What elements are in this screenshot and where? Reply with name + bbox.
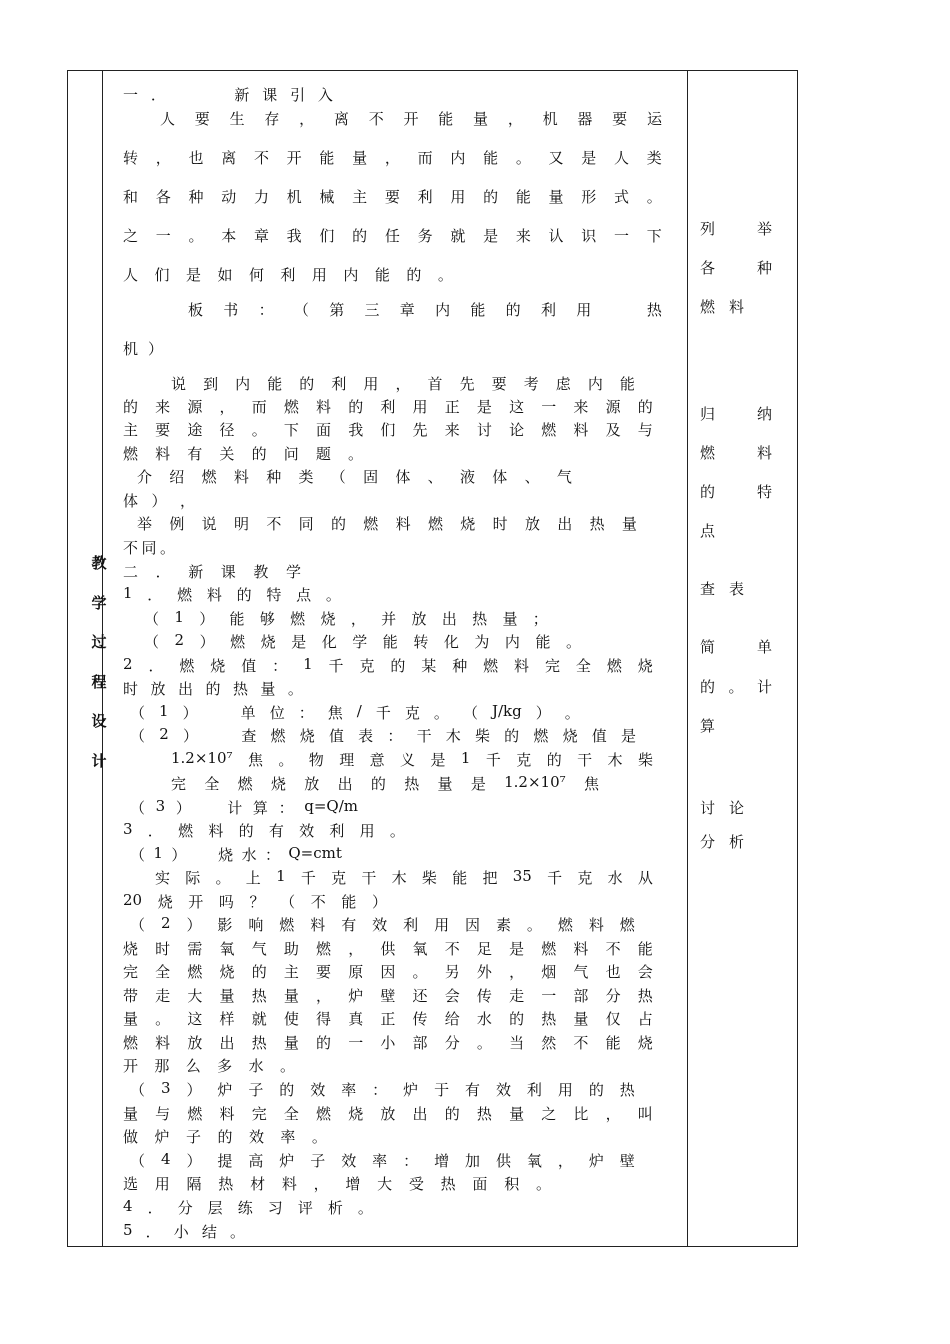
section-label-char: 设 bbox=[91, 712, 107, 730]
activity-note: 算 bbox=[700, 717, 730, 735]
activity-note: 分析 bbox=[700, 833, 759, 851]
activity-note: 燃料 bbox=[700, 298, 759, 316]
content-line: 介 绍 燃 料 种 类 （ 固 体 、 液 体 、 气 bbox=[137, 468, 572, 486]
content-line: 不 同 。 bbox=[123, 539, 175, 557]
content-line: 量 与 燃 料 完 全 燃 烧 放 出 的 热 量 之 比 ， 叫 bbox=[123, 1105, 653, 1123]
activity-note: 的 特 bbox=[700, 483, 772, 501]
activity-note: 归 纳 bbox=[700, 405, 772, 423]
content-line: （ 2 ） 燃 烧 是 化 学 能 转 化 为 内 能 。 bbox=[144, 631, 581, 651]
section-label-char: 教 bbox=[91, 554, 107, 572]
activity-note: 讨论 bbox=[700, 799, 759, 817]
content-line: 人 要 生 存 ， 离 不 开 能 量 ， 机 器 要 运 bbox=[160, 110, 662, 128]
content-line: 开 那 么 多 水 。 bbox=[123, 1057, 295, 1075]
activity-note: 查表 bbox=[700, 580, 759, 598]
content-line: 2 ． 燃 烧 值 ： 1 千 克 的 某 种 燃 料 完 全 燃 烧 bbox=[123, 655, 653, 675]
content-line: （ 1 ） 能 够 燃 烧 ， 并 放 出 热 量 ； bbox=[144, 608, 548, 628]
content-line: 燃 料 有 关 的 问 题 。 bbox=[123, 445, 363, 463]
content-line: 4 ． 分 层 练 习 评 析 。 bbox=[123, 1197, 373, 1217]
activity-note: 燃 料 bbox=[700, 444, 772, 462]
section-label-char: 程 bbox=[91, 672, 107, 691]
content-line: 做 炉 子 的 效 率 。 bbox=[123, 1128, 327, 1146]
content-line: （ 1 ） 单 位 ： 焦 / 千 克 。 （ J/kg ） 。 bbox=[130, 702, 580, 722]
content-line: 体 ） ， bbox=[123, 492, 195, 510]
content-line: 5 ． 小 结 。 bbox=[123, 1221, 245, 1241]
column-divider-right bbox=[687, 70, 688, 1247]
content-line: 人 们 是 如 何 利 用 内 能 的 。 bbox=[123, 266, 453, 284]
content-line: （ 4 ） 提 高 炉 子 效 率 ： 增 加 供 氧 ， 炉 壁 bbox=[130, 1150, 635, 1170]
content-line: 之 一 。 本 章 我 们 的 任 务 就 是 来 认 识 一 下 bbox=[123, 227, 662, 245]
content-line: 一 ． 新 课 引 入 bbox=[123, 86, 333, 104]
content-line: （ 2 ） 查 燃 烧 值 表 ： 干 木 柴 的 燃 烧 值 是 bbox=[130, 725, 636, 745]
content-line: 二 ． 新 课 教 学 bbox=[123, 563, 301, 581]
content-line: 说 到 内 能 的 利 用 ， 首 先 要 考 虑 内 能 bbox=[171, 375, 635, 393]
content-line: （ 1 ） 烧 水 ： Q=cmt bbox=[130, 844, 342, 864]
activity-note: 的 。 计 bbox=[700, 678, 772, 696]
content-line: 完 全 燃 烧 的 主 要 原 因 。 另 外 ， 烟 气 也 会 bbox=[123, 963, 653, 981]
content-line: 3 ． 燃 料 的 有 效 利 用 。 bbox=[123, 820, 405, 840]
content-line: 1 ． 燃 料 的 特 点 。 bbox=[123, 584, 341, 604]
content-line: 选 用 隔 热 材 料 ， 增 大 受 热 面 积 。 bbox=[123, 1175, 551, 1193]
content-line: 主 要 途 径 。 下 面 我 们 先 来 讨 论 燃 料 及 与 bbox=[123, 421, 653, 439]
content-line: 烧 时 需 氧 气 助 燃 ， 供 氧 不 足 是 燃 料 不 能 bbox=[123, 940, 653, 958]
content-line: 和 各 种 动 力 机 械 主 要 利 用 的 能 量 形 式 。 bbox=[123, 188, 662, 206]
content-line: 完 全 燃 烧 放 出 的 热 量 是 1.2×10⁷ 焦 bbox=[171, 773, 599, 793]
content-line: 时 放 出 的 热 量 。 bbox=[123, 680, 303, 698]
content-line: 量 。 这 样 就 使 得 真 正 传 给 水 的 热 量 仅 占 bbox=[123, 1010, 653, 1028]
content-line: （ 2 ） 影 响 燃 料 有 效 利 用 因 素 。 燃 料 燃 bbox=[130, 914, 635, 934]
activity-note: 列 举 bbox=[700, 220, 772, 238]
content-line: 燃 料 放 出 热 量 的 一 小 部 分 。 当 然 不 能 烧 bbox=[123, 1034, 653, 1052]
section-label-char: 过 bbox=[91, 633, 107, 651]
content-line: 带 走 大 量 热 量 ， 炉 壁 还 会 传 走 一 部 分 热 bbox=[123, 987, 653, 1005]
content-line: 举 例 说 明 不 同 的 燃 料 燃 烧 时 放 出 热 量 bbox=[137, 515, 637, 533]
content-line: 实 际 。 上 1 千 克 干 木 柴 能 把 35 千 克 水 从 bbox=[155, 867, 653, 887]
content-line: 转 ， 也 离 不 开 能 量 ， 而 内 能 。 又 是 人 类 bbox=[123, 149, 662, 167]
content-line: 机 ） bbox=[123, 340, 163, 358]
content-line: 20 烧 开 吗 ？ （ 不 能 ） bbox=[123, 891, 387, 911]
section-label-vertical bbox=[86, 544, 112, 781]
section-label-char: 学 bbox=[91, 593, 107, 612]
activity-note: 简 单 bbox=[700, 638, 772, 656]
activity-note: 各 种 bbox=[700, 259, 772, 277]
section-label-char: 计 bbox=[91, 751, 107, 770]
content-line: 板 书 ： （ 第 三 章 内 能 的 利 用 热 bbox=[188, 301, 662, 319]
content-line: 1.2×10⁷ 焦 。 物 理 意 义 是 1 千 克 的 干 木 柴 bbox=[171, 749, 653, 769]
activity-note: 点 bbox=[700, 522, 730, 540]
content-line: 的 来 源 ， 而 燃 料 的 利 用 正 是 这 一 来 源 的 bbox=[123, 398, 653, 416]
content-line: （ 3 ） 炉 子 的 效 率 ： 炉 于 有 效 利 用 的 热 bbox=[130, 1079, 635, 1099]
content-line: （ 3 ） 计 算 ： q=Q/m bbox=[130, 797, 358, 817]
